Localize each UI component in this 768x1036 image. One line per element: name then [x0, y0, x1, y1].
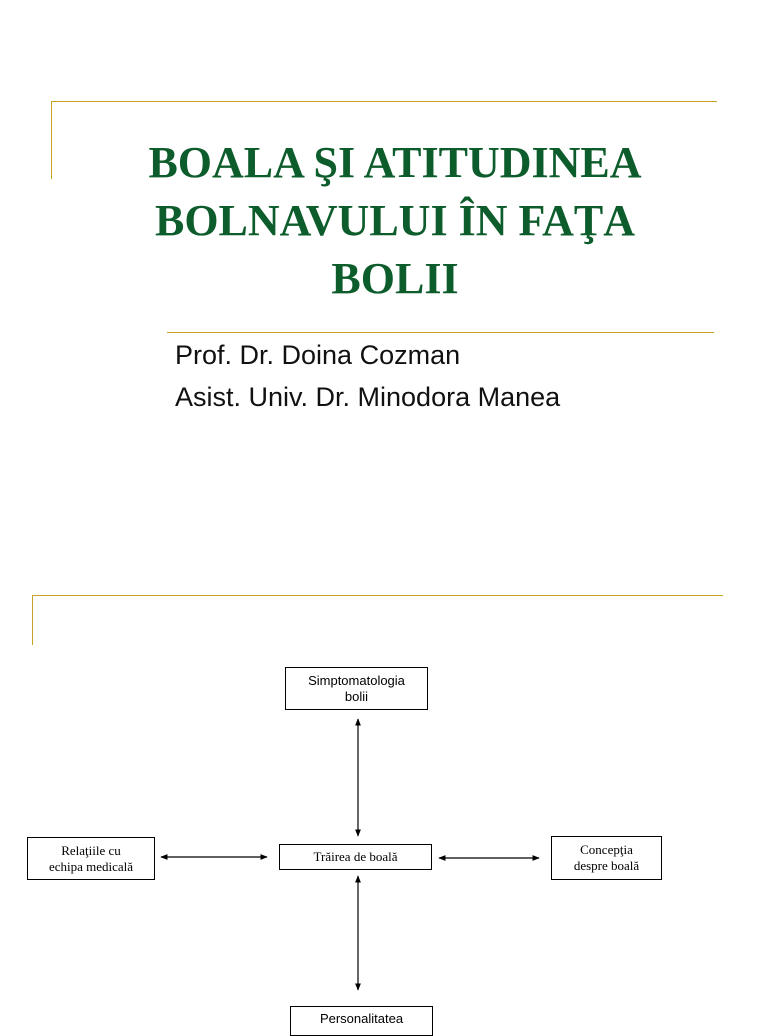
- title-line-2: BOLNAVULUI ÎN FAŢA: [154, 196, 635, 245]
- author-1: Prof. Dr. Doina Cozman: [175, 340, 461, 370]
- title-slide: [0, 0, 768, 512]
- title-line-1: BOALA ŞI ATITUDINEA: [148, 138, 642, 187]
- author-2: Asist. Univ. Dr. Minodora Manea: [175, 382, 561, 412]
- node-conception-line-1: Concepţia: [580, 842, 633, 857]
- node-medical-team-line-1: Relaţiile cu: [61, 842, 121, 858]
- title-underline: [167, 332, 714, 333]
- node-illness-experience: [279, 844, 432, 870]
- node-symptoms-line-1: Simptomatologia: [308, 672, 405, 688]
- node-personality: [290, 1006, 433, 1036]
- slide-title: [90, 134, 700, 308]
- node-personality-label: Personalitatea: [319, 1011, 404, 1026]
- node-symptoms-line-2: bolii: [344, 688, 369, 704]
- node-symptoms: [285, 667, 428, 710]
- diagram-slide: [0, 512, 768, 1024]
- accent-line-top: [51, 101, 717, 102]
- title-line-3: BOLII: [331, 254, 459, 303]
- node-illness-experience-label: Trăirea de boală: [313, 849, 398, 864]
- node-conception-line-2: despre boală: [573, 858, 640, 873]
- node-medical-team-relations: [27, 837, 155, 880]
- accent-line-left: [51, 101, 52, 179]
- diagram-arrows: [0, 512, 768, 1024]
- node-medical-team-line-2: echipa medicală: [48, 858, 134, 874]
- node-illness-conception: [551, 836, 662, 880]
